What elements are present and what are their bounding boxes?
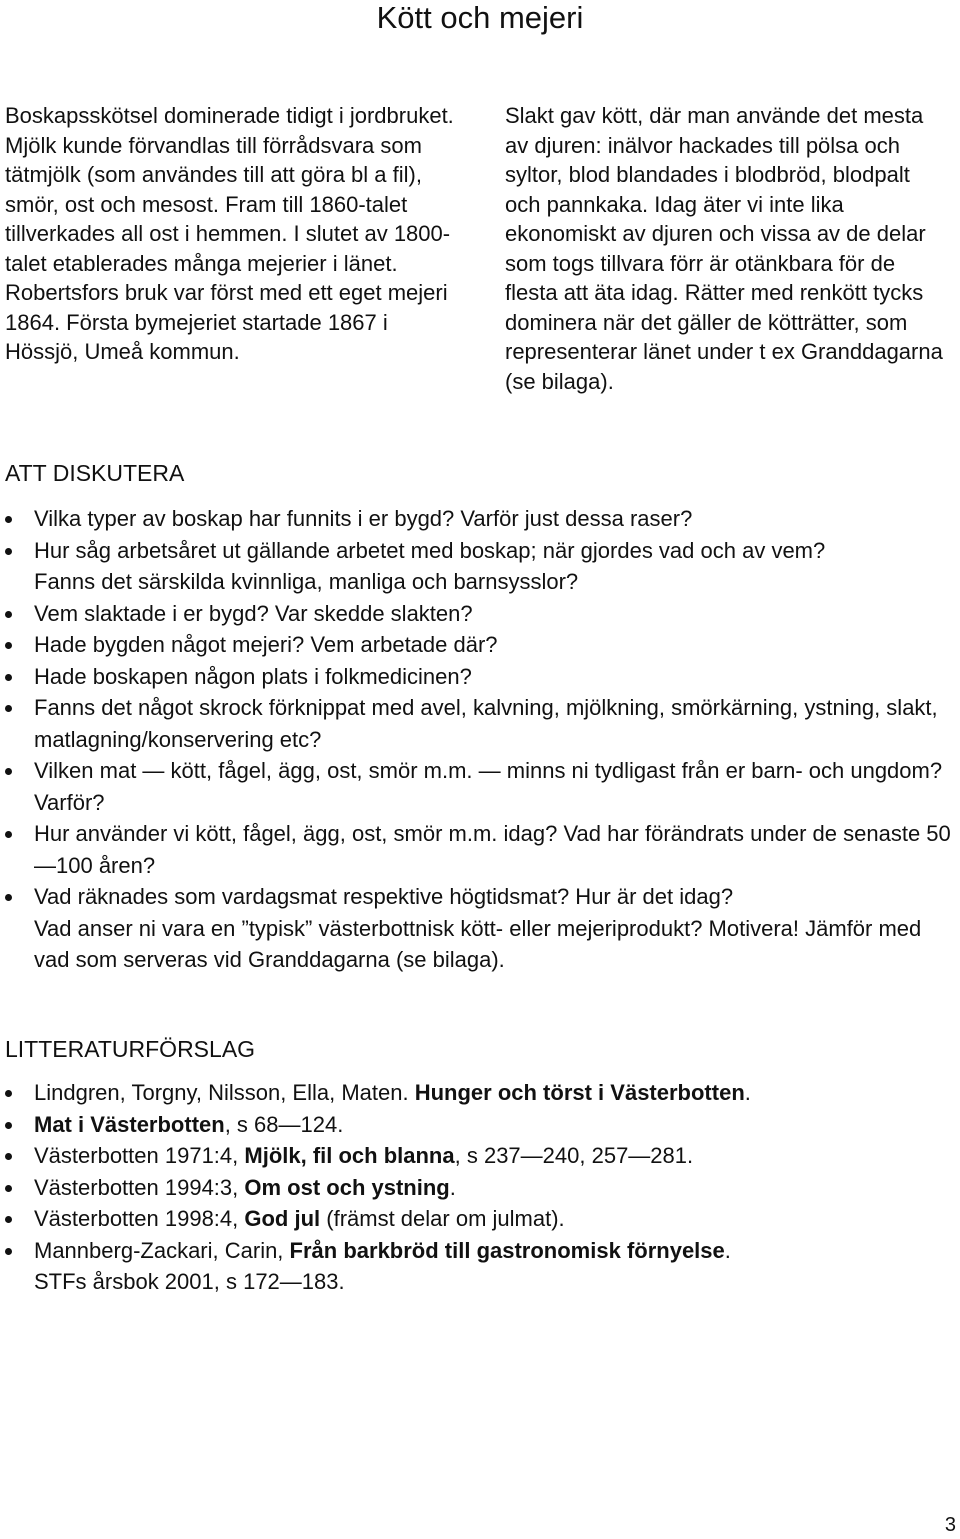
discuss-item: Hur såg arbetsåret ut gällande arbetet med boskap; när gjordes vad och av vem? Fanns det särskilda kvinnliga, manliga och barnsysslor? (5, 535, 955, 598)
discuss-item: Hade boskapen någon plats i folkmedicinen? (5, 661, 955, 693)
discuss-item: Fanns det något skrock förknippat med avel, kalvning, mjölkning, smörkärning, ystning, slakt, matlagning/konservering etc? (5, 692, 955, 755)
bullet-icon (5, 1185, 12, 1192)
discuss-item: Vem slaktade i er bygd? Var skedde slakten? (5, 598, 955, 630)
discuss-item: Vad räknades som vardagsmat respektive högtidsmat? Hur är det idag? Vad anser ni vara en ”typisk” västerbottnisk kött- eller mejeriprodukt? Motivera! Jämför med vad som serveras vid Granddagarna (se bilaga). (5, 881, 955, 976)
discuss-item: Vilken mat — kött, fågel, ägg, ost, smör m.m. — minns ni tydligast från er barn- och ungdom? Varför? (5, 755, 955, 818)
bullet-icon (5, 516, 12, 523)
discuss-heading: ATT DISKUTERA (5, 460, 185, 486)
page-number: 3 (944, 1514, 956, 1536)
bullet-icon (5, 1090, 12, 1097)
intro-column-left (5, 101, 455, 367)
bullet-icon (5, 642, 12, 649)
bullet-icon (5, 1216, 12, 1223)
bullet-icon (5, 674, 12, 681)
intro-paragraph-right: Slakt gav kött, där man använde det mesta av djuren: inälvor hackades till pölsa och syltor, blod blandades i blodbröd, blodpalt och pannkaka. Idag äter vi inte lika ekonomiskt av djuren och vissa av de delar som togs tillvara förr är otänkbara för de flesta att äta idag. Rätter med renkött tycks dominera när det gäller de kötträtter, som representerar länet under t ex Granddagarna (se bilaga). (505, 103, 943, 394)
bullet-icon (5, 611, 12, 618)
bullet-icon (5, 1153, 12, 1160)
discuss-list (5, 503, 955, 976)
literature-heading: LITTERATURFÖRSLAG (5, 1036, 256, 1062)
page-title: Kött och mejeri (376, 0, 584, 35)
literature-item: Västerbotten 1971:4, Mjölk, fil och blanna, s 237—240, 257—281. (5, 1140, 955, 1172)
bullet-icon (5, 894, 12, 901)
literature-item: Mannberg-Zackari, Carin, Från barkbröd till gastronomisk förnyelse. STFs årsbok 2001, s 172—183. (5, 1235, 955, 1298)
intro-column-right (505, 101, 950, 396)
literature-item: Mat i Västerbotten, s 68—124. (5, 1109, 955, 1141)
bullet-icon (5, 831, 12, 838)
discuss-item: Hade bygden något mejeri? Vem arbetade där? (5, 629, 955, 661)
discuss-item: Hur använder vi kött, fågel, ägg, ost, smör m.m. idag? Vad har förändrats under de senaste 50—100 åren? (5, 818, 955, 881)
bullet-icon (5, 1248, 12, 1255)
bullet-icon (5, 705, 12, 712)
bullet-icon (5, 768, 12, 775)
bullet-icon (5, 548, 12, 555)
literature-item: Lindgren, Torgny, Nilsson, Ella, Maten. Hunger och törst i Västerbotten. (5, 1077, 955, 1109)
literature-list (5, 1077, 955, 1298)
literature-item: Västerbotten 1998:4, God jul (främst delar om julmat). (5, 1203, 955, 1235)
discuss-item: Vilka typer av boskap har funnits i er bygd? Varför just dessa raser? (5, 503, 955, 535)
literature-item: Västerbotten 1994:3, Om ost och ystning. (5, 1172, 955, 1204)
bullet-icon (5, 1122, 12, 1129)
intro-paragraph-left: Boskapsskötsel dominerade tidigt i jordbruket. Mjölk kunde förvandlas till förrådsvara som tätmjölk (som användes till att göra bl a fil), smör, ost och mesost. Fram till 1860-talet tillverkades all ost i hemmen. I slutet av 1800-talet etablerades många mejerier i länet. Robertsfors bruk var först med ett eget mejeri 1864. Första bymejeriet startade 1867 i Hössjö, Umeå kommun. (5, 103, 454, 364)
